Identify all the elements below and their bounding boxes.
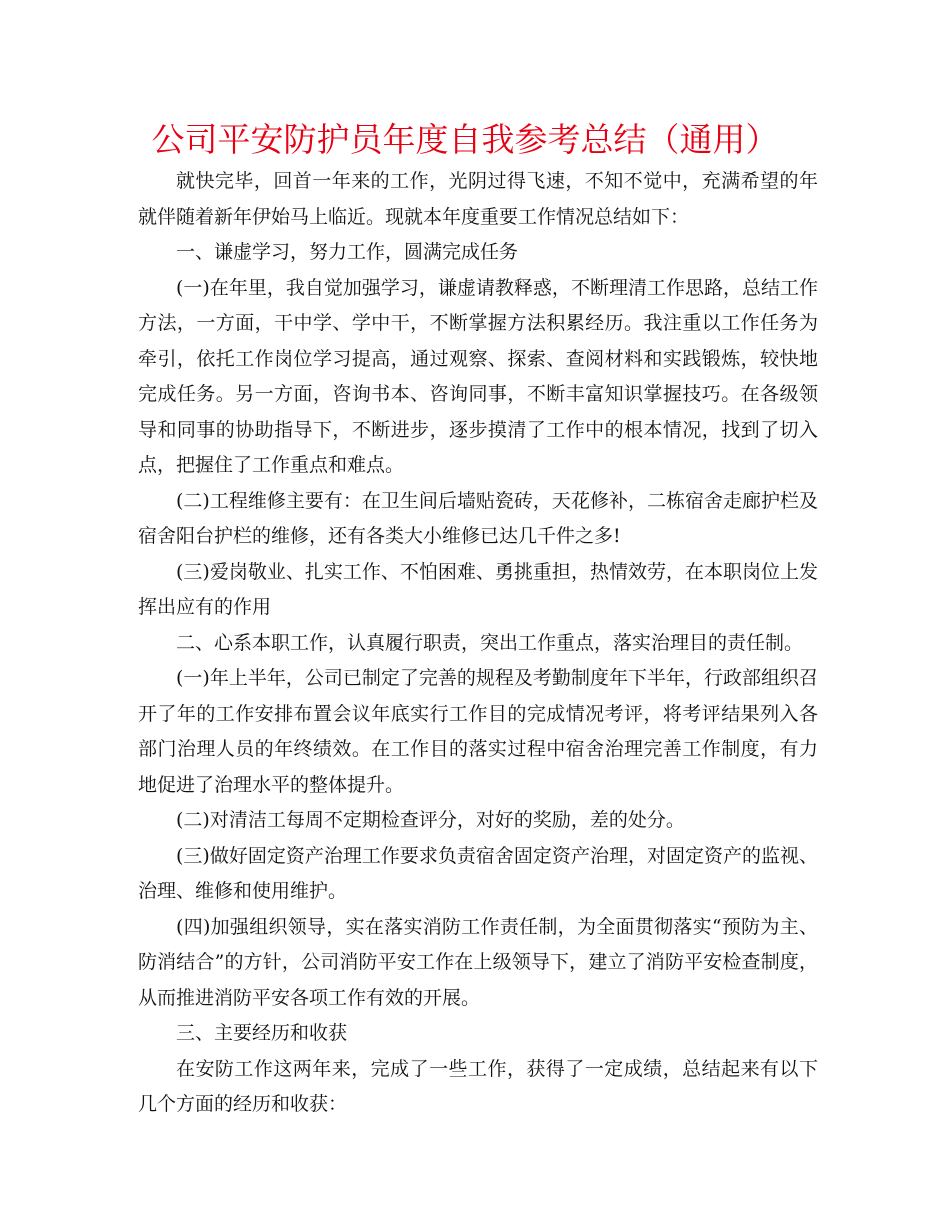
- paragraph-2-2: (二)对清洁工每周不定期检查评分，对好的奖励，差的处分。: [176, 809, 685, 831]
- paragraph-2-3: (三)做好固定资产治理工作要求负责宿舍固定资产治理，对固定资产的监视、治理、维修和使用维护。: [138, 844, 818, 902]
- paragraph-3-1: 在安防工作这两年来，完成了一些工作，获得了一定成绩，总结起来有以下几个方面的经历和收获：: [138, 1057, 818, 1115]
- paragraph-2-1: (一)年上半年，公司已制定了完善的规程及考勤制度年下半年，行政部组织召开了年的工作安排布置会议年底实行工作目的完成情况考评，将考评结果列入各部门治理人员的年终绩效。在工作目的落实过程中宿舍治理完善工作制度，有力地促进了治理水平的整体提升。: [138, 667, 818, 796]
- paragraph-intro: 就快完毕，回首一年来的工作，光阴过得飞速，不知不觉中，充满希望的年就伴随着新年伊始马上临近。现就本年度重要工作情况总结如下：: [138, 170, 818, 228]
- paragraph-1-1: (一)在年里，我自觉加强学习，谦虚请教释惑，不断理清工作思路，总结工作方法，一方面，干中学、学中干，不断掌握方法积累经历。我注重以工作任务为牵引，依托工作岗位学习提高，通过观察、探索、查阅材料和实践锻炼，较快地完成任务。另一方面，咨询书本、咨询同事，不断丰富知识掌握技巧。在各级领导和同事的协助指导下，不断进步，逐步摸清了工作中的根本情况，找到了切入点，把握住了工作重点和难点。: [138, 276, 818, 476]
- document-body: [138, 164, 818, 1123]
- page-title: 公司平安防护员年度自我参考总结（通用）: [151, 120, 779, 159]
- section-heading-3: 三、主要经历和收获: [176, 1022, 348, 1044]
- section-heading-1: 一、谦虚学习，努力工作，圆满完成任务: [176, 241, 519, 263]
- section-heading-2: 二、心系本职工作，认真履行职责，突出工作重点，落实治理目的责任制。: [176, 631, 804, 654]
- paragraph-1-2: (二)工程维修主要有：在卫生间后墙贴瓷砖，天花修补，二栋宿舍走廊护栏及宿舍阳台护栏的维修，还有各类大小维修已达几千件之多!: [138, 489, 818, 547]
- paragraph-2-4: (四)加强组织领导，实在落实消防工作责任制，为全面贯彻落实“预防为主、防消结合”的方针，公司消防平安工作在上级领导下，建立了消防平安检查制度，从而推进消防平安各项工作有效的开展。: [138, 915, 818, 1009]
- paragraph-1-3: (三)爱岗敬业、扎实工作、不怕困难、勇挑重担，热情效劳，在本职岗位上发挥出应有的作用: [138, 560, 818, 618]
